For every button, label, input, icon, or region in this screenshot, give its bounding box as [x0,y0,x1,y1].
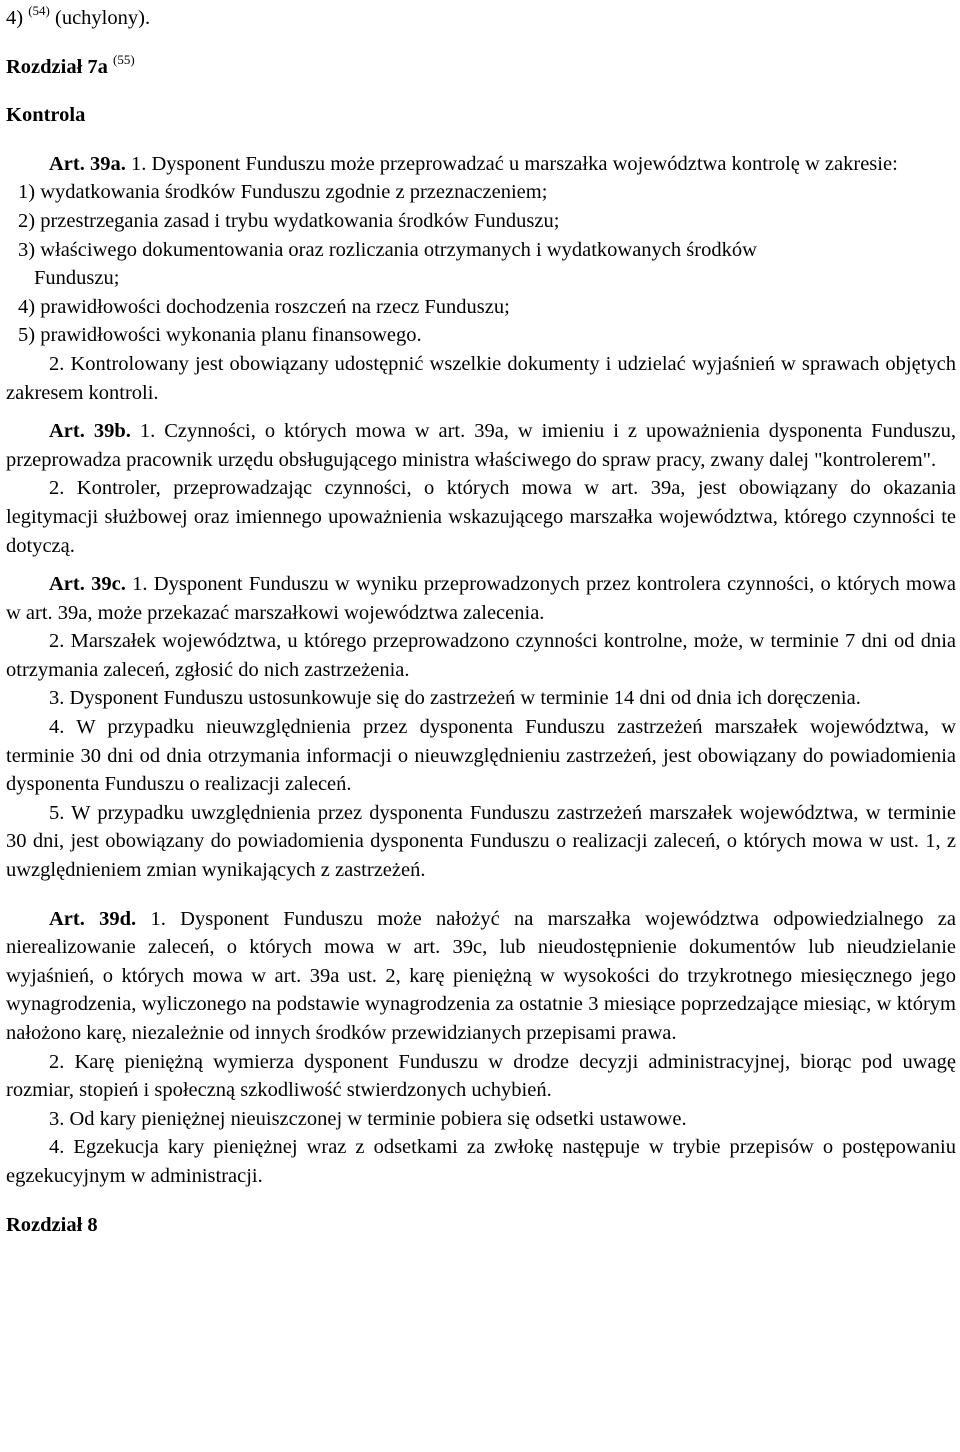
paragraph-text: 1. Czynności, o których mowa w art. 39a, w imieniu i z upoważnienia dysponenta Funduszu, przeprowadza pracownik urzędu obsługującego ministra właściwego do spraw pracy, zwany dalej "kontrolerem". [6,420,957,471]
article-label: Art. 39a. [49,152,126,175]
item-number: 4) [6,7,24,29]
footnote-ref: (55) [113,51,135,67]
chapter-7a-heading [6,53,956,82]
art-39d-paragraph-2: 2. Karę pieniężną wymierza dysponent Funduszu w drodze decyzji administracyjnej, biorąc pod uwagę rozmiar, stopień i społeczną szkodliwość stwierdzonych uchybień. [6,1050,956,1102]
art-39c-paragraph-5: 5. W przypadku uwzględnienia przez dysponenta Funduszu zastrzeżeń marszałek województwa, w terminie 30 dni, jest obowiązany do powiadomienia dysponenta Funduszu o realizacji zaleceń, o których mowa w ust. 1, z uwzględnieniem zmian wynikających z zastrzeżeń. [6,801,956,882]
art-39b-paragraph-2: 2. Kontroler, przeprowadzając czynności, o których mowa w art. 39a, jest obowiązany do okazania legitymacji służbowej oraz imiennego upoważnienia wskazującego marszałka województwa, którego czynności te dotyczą. [6,477,956,557]
art-39a-item-4: 4) prawidłowości dochodzenia roszczeń na rzecz Funduszu; [18,295,510,318]
art-39d-paragraph-1 [6,905,956,1048]
chapter-title: Rozdział 7a [6,55,108,78]
art-39d-paragraph-4: 4. Egzekucja kary pieniężnej wraz z odsetkami za zwłokę następuje w trybie przepisów o postępowaniu egzekucyjnym w administracji. [6,1136,956,1187]
document-page [6,4,956,1239]
item-text: (uchylony). [55,7,151,29]
art-39a-item-5: 5) prawidłowości wykonania planu finansowego. [18,324,422,347]
paragraph-text: 1. Dysponent Funduszu w wyniku przeprowadzonych przez kontrolera czynności, o których mowa w art. 39a, może przekazać marszałkowi województwa zalecenia. [6,573,956,624]
art-39c-paragraph-2: 2. Marszałek województwa, u którego przeprowadzono czynności kontrolne, może, w terminie 7 dni od dnia otrzymania zaleceń, zgłosić do nich zastrzeżenia. [6,630,956,681]
art-39c-paragraph-1 [6,570,956,627]
chapter-7a-subtitle: Kontrola [6,104,86,127]
art-39a-item-3-continued: Funduszu; [34,267,120,290]
art-39a-item-1: 1) wydatkowania środków Funduszu zgodnie z przeznaczeniem; [18,181,548,204]
paragraph-number: 1. [130,152,147,175]
footnote-ref: (54) [28,3,50,18]
article-label: Art. 39c. [49,573,126,596]
art-39a-paragraph-1 [6,150,956,179]
repealed-item-4 [6,4,956,33]
art-39a-item-2: 2) przestrzegania zasad i trybu wydatkowania środków Funduszu; [18,209,560,232]
art-39a-paragraph-2: 2. Kontrolowany jest obowiązany udostępnić wszelkie dokumenty i udzielać wyjaśnień w sprawach objętych zakresem kontroli. [6,352,956,404]
art-39c-paragraph-3: 3. Dysponent Funduszu ustosunkowuje się do zastrzeżeń w terminie 14 dni od dnia ich doręczenia. [49,687,861,710]
paragraph-text: 1. Dysponent Funduszu może nałożyć na marszałka województwa odpowiedzialnego za nierealizowanie zaleceń, o których mowa w art. 39c, lub nieudostępnienie dokumentów lub nieudzielanie wyjaśnień, o których mowa w art. 39a ust. 2, karę pieniężną w wysokości do trzykrotnego miesięcznego jego wynagrodzenia, wyliczonego na podstawie wynagrodzenia za ostatnie 3 miesiące poprzedzające miesiąc, w którym nałożono karę, niezależnie od innych środków przewidzianych przepisami prawa. [6,907,956,1044]
article-label: Art. 39b. [49,420,131,443]
art-39d-paragraph-3: 3. Od kary pieniężnej nieuiszczonej w terminie pobiera się odsetki ustawowe. [49,1107,687,1130]
paragraph-text: Dysponent Funduszu może przeprowadzać u marszałka województwa kontrolę w zakresie: [151,152,898,175]
art-39a-item-3: 3) właściwego dokumentowania oraz rozliczania otrzymanych i wydatkowanych środków [18,238,757,261]
art-39c-paragraph-4: 4. W przypadku nieuwzględnienia przez dysponenta Funduszu zastrzeżeń marszałek województwa, w terminie 30 dni od dnia otrzymania informacji o nieuwzględnieniu zastrzeżeń, jest obowiązany do powiadomienia dysponenta Funduszu o realizacji zaleceń. [6,716,956,796]
article-label: Art. 39d. [49,907,137,930]
chapter-8-heading: Rozdział 8 [6,1213,98,1236]
art-39b-paragraph-1 [6,417,956,474]
